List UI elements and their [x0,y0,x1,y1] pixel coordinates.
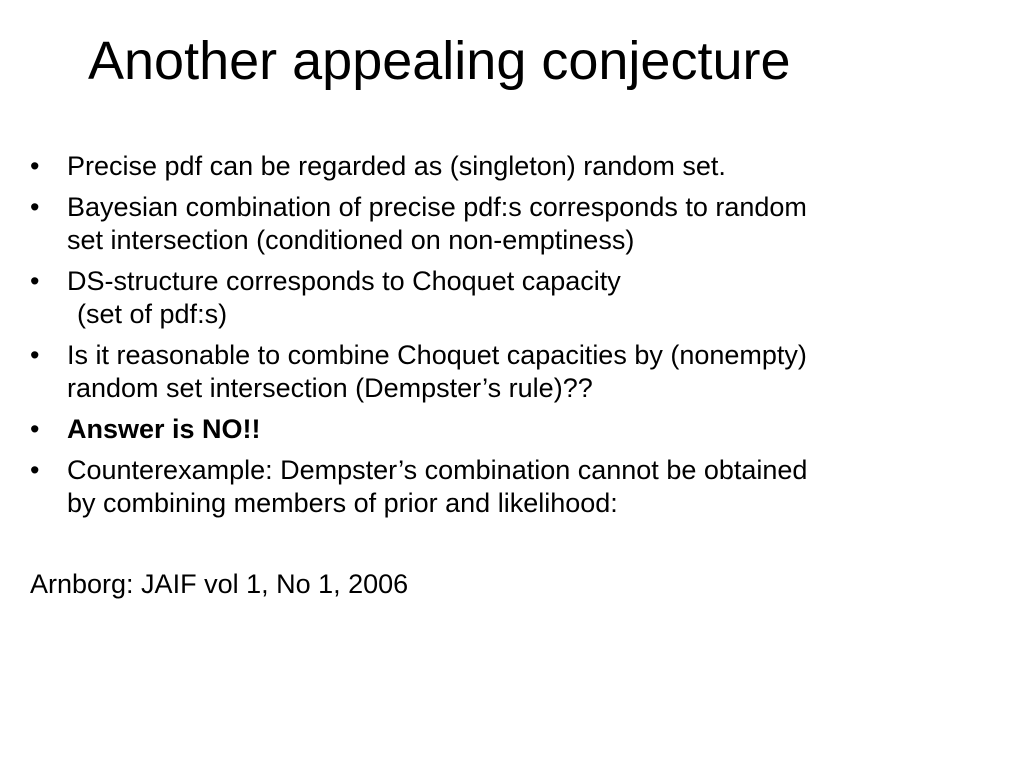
slide-title: Another appealing conjecture [88,31,791,91]
bullet-line: (set of pdf:s) [77,299,228,329]
bullet-text [67,413,1010,446]
bullet-line-bold: Answer is NO!! [67,414,261,444]
bullet-line: Counterexample: Dempster’s combination cannot be obtained [67,455,808,485]
bullet-item [30,191,1010,257]
bullet-glyph: • [30,455,40,485]
bullet-item [30,413,1010,446]
bullet-item [30,339,1010,405]
bullet-text [67,265,1010,331]
bullet-text [67,339,1010,405]
bullet-line: Is it reasonable to combine Choquet capacities by (nonempty) [67,340,807,370]
bullet-text [67,454,1010,520]
bullet-glyph: • [30,414,40,444]
bullet-glyph: • [30,340,40,370]
bullet-line: by combining members of prior and likelihood: [67,488,618,518]
bullet-text [67,150,1010,183]
citation: Arnborg: JAIF vol 1, No 1, 2006 [30,569,409,599]
bullet-line: set intersection (conditioned on non-emptiness) [67,225,635,255]
bullet-glyph: • [30,266,40,296]
bullet-line: random set intersection (Dempster’s rule)?? [67,373,593,403]
bullet-line: Precise pdf can be regarded as (singleton) random set. [67,151,726,181]
bullet-item [30,265,1010,331]
bullet-line: DS-structure corresponds to Choquet capacity [67,266,621,296]
bullet-item [30,454,1010,520]
bullet-item [30,150,1010,183]
bullet-text [67,191,1010,257]
bullet-list [30,150,1010,528]
bullet-glyph: • [30,151,40,181]
bullet-glyph: • [30,192,40,222]
bullet-line: Bayesian combination of precise pdf:s corresponds to random [67,192,807,222]
